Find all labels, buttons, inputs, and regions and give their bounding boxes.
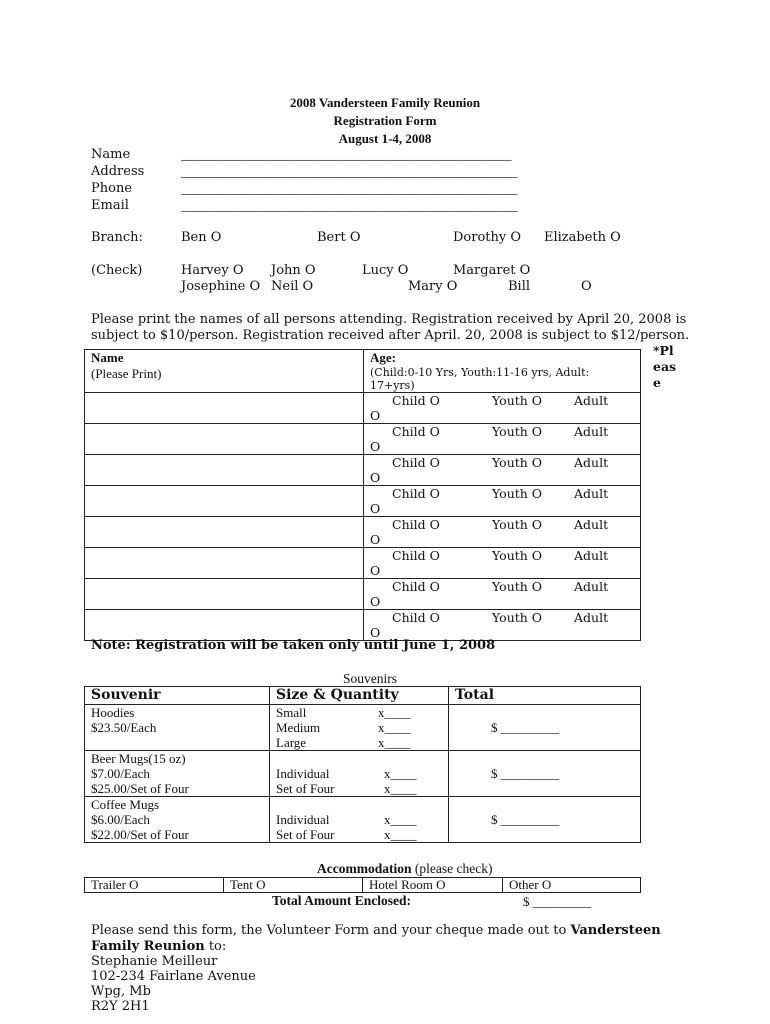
hoodies-sizes: Small Medium Large x____ x____ x____ [270, 705, 449, 751]
total-amount-field[interactable]: $ _________ [523, 894, 592, 909]
branch-option-harvey[interactable]: Harvey O [181, 263, 244, 278]
attendee-name-cell[interactable] [85, 424, 364, 455]
address-street: 102-234 Fairlane Avenue [91, 969, 256, 984]
attendee-age-cell [364, 455, 641, 486]
closing-instructions-2: Family Reunion to: [91, 939, 227, 954]
attendee-name-cell[interactable] [85, 548, 364, 579]
attendee-name-cell[interactable] [85, 486, 364, 517]
size-quantity-header: Size & Quantity [270, 687, 449, 705]
attendee-row [85, 393, 641, 424]
attendee-age-cell [364, 610, 641, 641]
souvenirs-caption: Souvenirs [343, 671, 397, 686]
attendees-intro-2: subject to $10/person. Registration received after April. 20, 2008 is subject to $12/person. [91, 328, 690, 343]
hoodies-small-qty[interactable]: x____ [378, 705, 411, 720]
attendees-intro-1: Please print the names of all persons attending. Registration received by April 20, 2008 is [91, 312, 687, 327]
age-adult-circle[interactable]: O [370, 470, 381, 485]
age-youth-option[interactable]: Youth O [492, 579, 543, 594]
coffee-mugs-item: Coffee Mugs $6.00/Each $22.00/Set of Four [85, 797, 270, 843]
address-city: Wpg, Mb [91, 984, 151, 999]
address-name: Stephanie Meilleur [91, 954, 218, 969]
name-field[interactable]: _______________________________________________________ [181, 147, 511, 162]
souvenirs-table [84, 686, 641, 843]
hoodies-medium-qty[interactable]: x____ [378, 720, 411, 735]
coffee-mugs-set-qty[interactable]: x____ [384, 827, 417, 842]
age-youth-option[interactable]: Youth O [492, 486, 543, 501]
attendee-row [85, 455, 641, 486]
age-youth-option[interactable]: Youth O [492, 424, 543, 439]
age-adult-circle[interactable]: O [370, 625, 381, 640]
age-adult-option[interactable]: Adult [574, 486, 609, 501]
branch-label: Branch: [91, 230, 143, 245]
attendee-age-cell [364, 517, 641, 548]
attendee-name-cell[interactable] [85, 517, 364, 548]
age-column-header: Age: (Child:0-10 Yrs, Youth:11-16 yrs, Adult: 17+yrs) [364, 350, 641, 393]
attendees-table [84, 349, 641, 393]
age-adult-circle[interactable]: O [370, 563, 381, 578]
email-field[interactable]: ________________________________________________________ [181, 198, 517, 213]
attendee-name-cell[interactable] [85, 610, 364, 641]
attendee-row [85, 424, 641, 455]
branch-option-bill[interactable]: Bill [508, 279, 531, 294]
address-postal: R2Y 2H1 [91, 999, 150, 1014]
age-youth-option[interactable]: Youth O [492, 393, 543, 408]
beer-mugs-item: Beer Mugs(15 oz) $7.00/Each $25.00/Set of Four [85, 751, 270, 797]
attendee-name-cell[interactable] [85, 579, 364, 610]
attendee-row [85, 486, 641, 517]
age-child-option[interactable]: Child O [392, 579, 440, 594]
name-column-header: Name (Please Print) [85, 350, 364, 393]
branch-option-neil[interactable]: Neil O [271, 279, 314, 294]
attendee-row [85, 548, 641, 579]
total-header: Total [449, 687, 641, 705]
age-child-option[interactable]: Child O [392, 486, 440, 501]
phone-label: Phone [91, 181, 133, 196]
beer-mugs-sizes: Individual Set of Four x____ x____ [270, 751, 449, 797]
coffee-mugs-row [85, 797, 641, 843]
branch-option-mary[interactable]: Mary O [408, 279, 458, 294]
email-label: Email [91, 198, 129, 213]
age-adult-circle[interactable]: O [370, 532, 381, 547]
branch-option-dorothy[interactable]: Dorothy O [453, 230, 522, 245]
accommodation-table [84, 877, 641, 893]
age-child-option[interactable]: Child O [392, 548, 440, 563]
branch-option-bill-circle[interactable]: O [581, 279, 592, 294]
branch-option-josephine[interactable]: Josephine O [181, 279, 261, 294]
accommodation-tent[interactable]: Tent O [224, 878, 363, 893]
beer-mugs-row [85, 751, 641, 797]
branch-option-elizabeth[interactable]: Elizabeth O [544, 230, 621, 245]
hoodies-row [85, 705, 641, 751]
accommodation-other[interactable]: Other O [503, 878, 641, 893]
coffee-mugs-sizes: Individual Set of Four x____ x____ [270, 797, 449, 843]
beer-mugs-set-qty[interactable]: x____ [384, 781, 417, 796]
form-subtitle: Registration Form [333, 113, 437, 128]
attendee-age-cell [364, 393, 641, 424]
attendee-name-cell[interactable] [85, 393, 364, 424]
accommodation-trailer[interactable]: Trailer O [85, 878, 224, 893]
branch-option-lucy[interactable]: Lucy O [362, 263, 409, 278]
hoodies-total[interactable]: $ _________ [449, 705, 641, 751]
registration-note: Note: Registration will be taken only until June 1, 2008 [91, 638, 496, 653]
accommodation-title: Accommodation (please check) [317, 861, 493, 876]
age-adult-option[interactable]: Adult [574, 517, 609, 532]
branch-option-john[interactable]: John O [271, 263, 316, 278]
age-adult-option[interactable]: Adult [574, 579, 609, 594]
age-adult-option[interactable]: Adult [574, 455, 609, 470]
branch-option-margaret[interactable]: Margaret O [453, 263, 531, 278]
hoodies-item: Hoodies $23.50/Each [85, 705, 270, 751]
age-adult-option[interactable]: Adult [574, 424, 609, 439]
age-youth-option[interactable]: Youth O [492, 610, 543, 625]
address-field[interactable]: ________________________________________________________ [181, 164, 517, 179]
beer-mugs-total[interactable]: $ _________ [449, 751, 641, 797]
age-adult-circle[interactable]: O [370, 408, 381, 423]
closing-instructions: Please send this form, the Volunteer Form and your cheque made out to Vandersteen [91, 923, 661, 938]
attendee-row [85, 610, 641, 641]
attendee-rows [84, 392, 641, 641]
side-note: *Pl eas e [653, 343, 677, 390]
check-label: (Check) [91, 263, 143, 278]
beer-mugs-individual-qty[interactable]: x____ [384, 766, 417, 781]
attendee-name-cell[interactable] [85, 455, 364, 486]
age-adult-option[interactable]: Adult [574, 610, 609, 625]
souvenir-header: Souvenir [85, 687, 270, 705]
attendee-age-cell [364, 424, 641, 455]
attendee-age-cell [364, 579, 641, 610]
age-child-option[interactable]: Child O [392, 610, 440, 625]
hoodies-large-qty[interactable]: x____ [378, 735, 411, 750]
attendee-age-cell [364, 486, 641, 517]
age-youth-option[interactable]: Youth O [492, 455, 543, 470]
coffee-mugs-individual-qty[interactable]: x____ [384, 812, 417, 827]
branch-option-bert[interactable]: Bert O [317, 230, 361, 245]
age-adult-circle[interactable]: O [370, 439, 381, 454]
age-child-option[interactable]: Child O [392, 455, 440, 470]
age-youth-option[interactable]: Youth O [492, 517, 543, 532]
phone-field[interactable]: ________________________________________________________ [181, 181, 517, 196]
attendee-row [85, 517, 641, 548]
age-child-option[interactable]: Child O [392, 393, 440, 408]
age-child-option[interactable]: Child O [392, 517, 440, 532]
name-label: Name [91, 147, 131, 162]
attendee-age-cell [364, 548, 641, 579]
age-adult-option[interactable]: Adult [574, 393, 609, 408]
address-label: Address [91, 164, 145, 179]
age-child-option[interactable]: Child O [392, 424, 440, 439]
form-title: 2008 Vandersteen Family Reunion [289, 95, 481, 110]
age-adult-circle[interactable]: O [370, 594, 381, 609]
coffee-mugs-total[interactable]: $ _________ [449, 797, 641, 843]
branch-option-ben[interactable]: Ben O [181, 230, 222, 245]
age-adult-circle[interactable]: O [370, 501, 381, 516]
age-adult-option[interactable]: Adult [574, 548, 609, 563]
accommodation-hotel-room[interactable]: Hotel Room O [363, 878, 503, 893]
attendee-row [85, 579, 641, 610]
age-youth-option[interactable]: Youth O [492, 548, 543, 563]
total-amount-label: Total Amount Enclosed: [272, 893, 412, 908]
form-date: August 1-4, 2008 [338, 131, 432, 146]
